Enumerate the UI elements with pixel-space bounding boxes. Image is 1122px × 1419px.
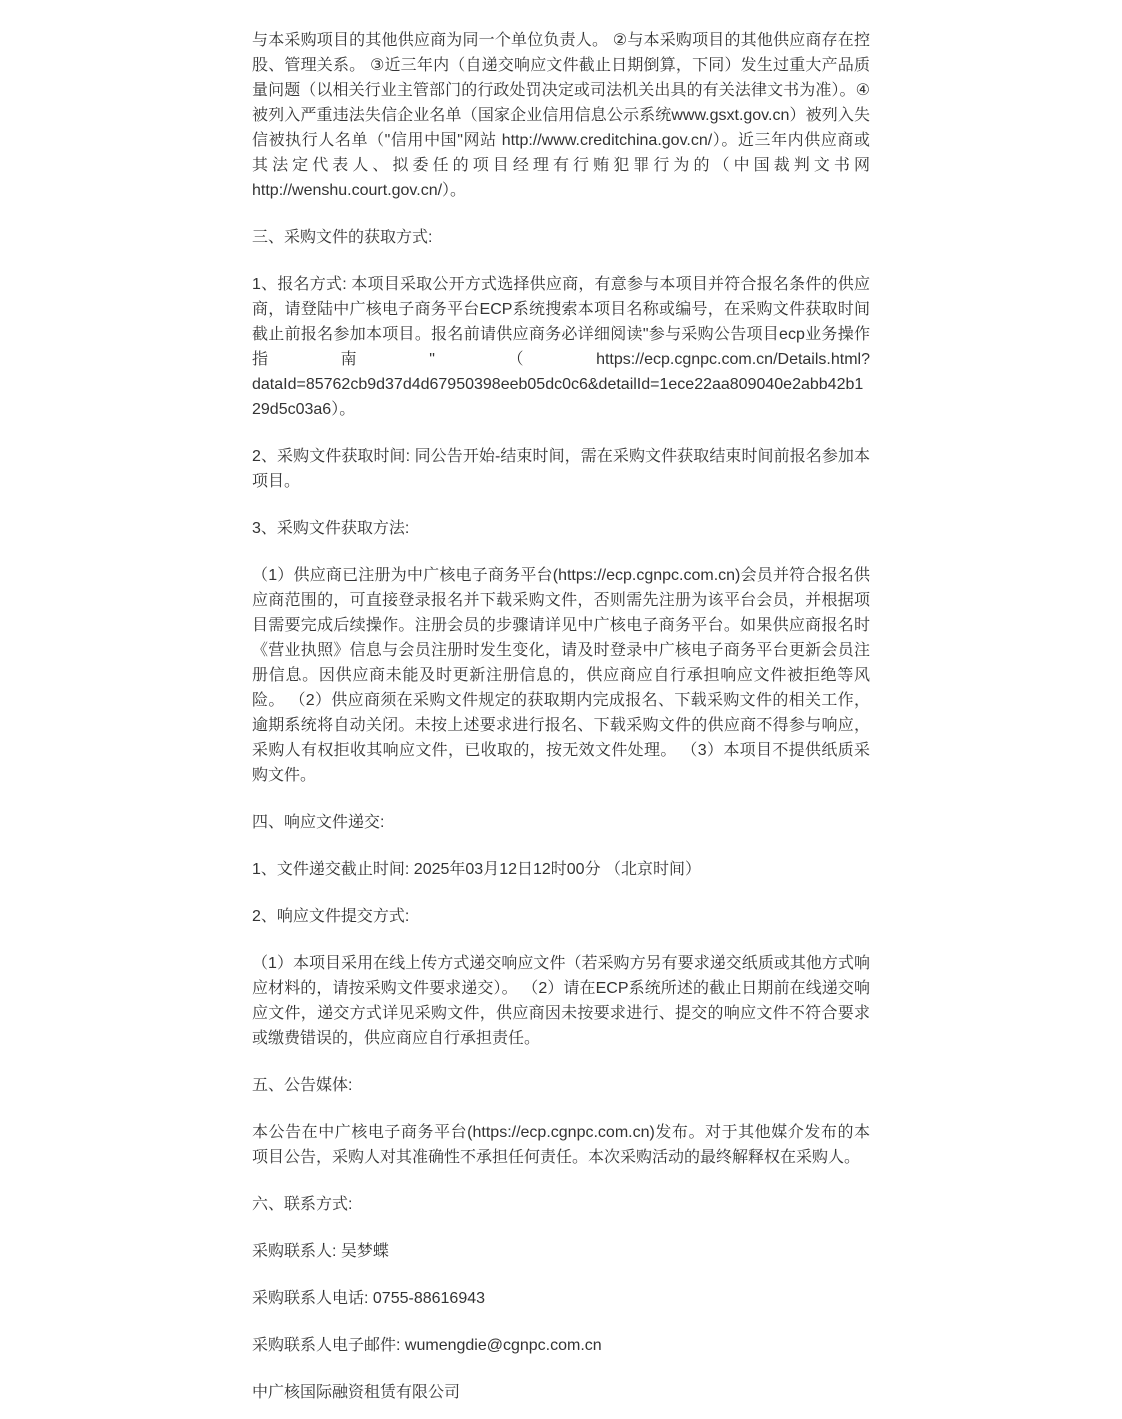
submission-method-detail-paragraph: （1）本项目采用在线上传方式递交响应文件（若采购方另有要求递交纸质或其他方式响应材料的，请按采购文件要求递交）。 （2）请在ECP系统所述的截止日期前在线递交响应文件，递交方式详见采购文件，供应商因未按要求进行、提交的响应文件不符合要求或缴费错误的，供应商应自行承担责任。 [252, 955, 870, 1047]
submission-deadline-label: 1、文件递交截止时间: [252, 861, 414, 878]
section-heading-contact-info: 六、联系方式: [252, 1196, 353, 1213]
document-acquisition-time-paragraph: 2、采购文件获取时间: 同公告开始-结束时间，需在采购文件获取结束时间前报名参加本项目。 [252, 448, 870, 490]
section-heading-response-submission: 四、响应文件递交: [252, 814, 385, 831]
contact-phone-paragraph [252, 1286, 870, 1311]
announcement-document [252, 0, 870, 1405]
section-heading-announcement-media: 五、公告媒体: [252, 1077, 353, 1094]
announcement-media-paragraph: 本公告在中广核电子商务平台(https://ecp.cgnpc.com.cn)发布。对于其他媒介发布的本项目公告，采购人对其准确性不承担任何责任。本次采购活动的最终解释权在采购人。 [252, 1124, 870, 1166]
contact-email-paragraph [252, 1333, 870, 1358]
submission-deadline-paragraph [252, 857, 870, 882]
contact-email-label: 采购联系人电子邮件: [252, 1337, 405, 1354]
submission-method-title: 2、响应文件提交方式: [252, 908, 410, 925]
contact-name-paragraph [252, 1239, 870, 1264]
submission-deadline-timezone: （北京时间） [600, 861, 702, 878]
contact-email-value: wumengdie@cgnpc.com.cn [404, 1337, 602, 1354]
registration-method-paragraph: 1、报名方式: 本项目采取公开方式选择供应商，有意参与本项目并符合报名条件的供应商，请登陆中广核电子商务平台ECP系统搜索本项目名称或编号，在采购文件获取时间截止前报名参加本项目。报名前请供应商务必详细阅读"参与采购公告项目ecp业务操作指南"（https://ecp.cgnpc.com.cn/Details.html?dataId=85762cb9d37d4d67950398eeb05dc0c6&detailId=1ece22aa809040e2abb42b129d5c03a6）。 [252, 276, 870, 418]
submission-deadline-value: 2025年03月12日12时00分 [413, 861, 601, 878]
contact-phone-value: 0755-88616943 [372, 1290, 486, 1307]
document-acquisition-method-detail-paragraph: （1）供应商已注册为中广核电子商务平台(https://ecp.cgnpc.com.cn)会员并符合报名供应商范围的，可直接登录报名并下载采购文件，否则需先注册为该平台会员，并根据项目需要完成后续操作。注册会员的步骤请详见中广核电子商务平台。如果供应商报名时《营业执照》信息与会员注册时发生变化，请及时登录中广核电子商务平台更新会员注册信息。因供应商未能及时更新注册信息的，供应商应自行承担响应文件被拒绝等风险。 （2）供应商须在采购文件规定的获取期内完成报名、下载采购文件的相关工作，逾期系统将自动关闭。未按上述要求进行报名、下载采购文件的供应商不得参与响应，采购人有权拒收其响应文件，已收取的，按无效文件处理。 （3）本项目不提供纸质采购文件。 [252, 567, 870, 784]
company-signature: 中广核国际融资租赁有限公司 [252, 1384, 461, 1401]
qualification-conditions-paragraph: 与本采购项目的其他供应商为同一个单位负责人。 ②与本采购项目的其他供应商存在控股、管理关系。 ③近三年内（自递交响应文件截止日期倒算，下同）发生过重大产品质量问题（以相关行业主管部门的行政处罚决定或司法机关出具的有关法律文书为准）。④被列入严重违法失信企业名单（国家企业信用信息公示系统www.gsxt.gov.cn）被列入失信被执行人名单（"信用中国"网站 http://www.creditchina.gov.cn/）。近三年内供应商或其法定代表人、拟委任的项目经理有行贿犯罪行为的（中国裁判文书网http://wenshu.court.gov.cn/）。 [252, 32, 870, 199]
section-heading-document-acquisition: 三、采购文件的获取方式: [252, 229, 433, 246]
contact-name-label: 采购联系人: [252, 1243, 341, 1260]
contact-phone-label: 采购联系人电话: [252, 1290, 373, 1307]
contact-name-value: 吴梦蝶 [340, 1243, 389, 1260]
document-acquisition-method-title: 3、采购文件获取方法: [252, 520, 410, 537]
